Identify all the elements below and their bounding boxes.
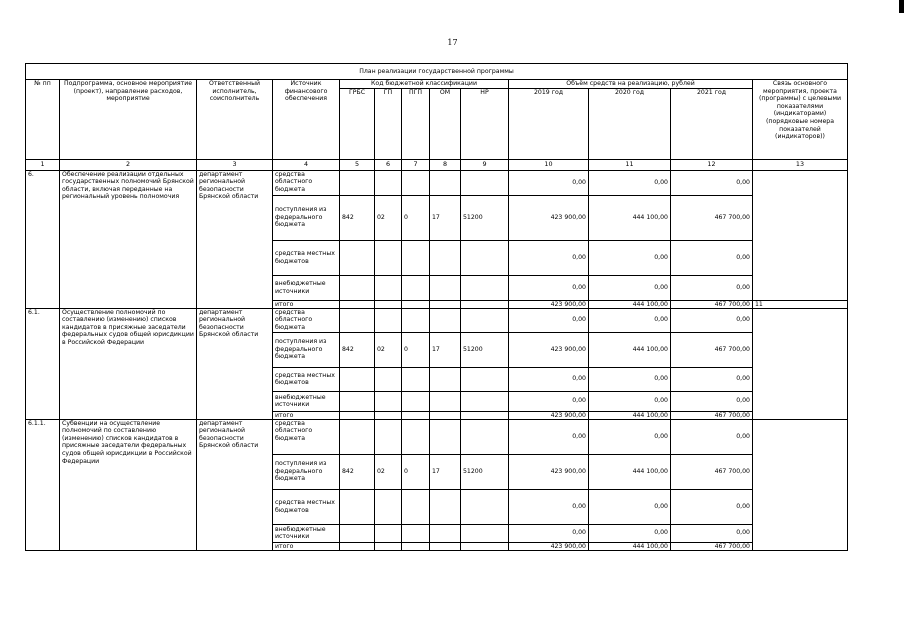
amount-2020: 444 100,00 <box>589 332 671 367</box>
amount-2019: 423 900,00 <box>509 195 589 240</box>
header-2019: 2019 год <box>509 88 589 159</box>
code-nr: 51200 <box>461 332 509 367</box>
row-indicator <box>753 308 848 419</box>
program-plan-table <box>25 63 848 551</box>
code-pgp: 0 <box>402 195 430 240</box>
amount-2021: 0,00 <box>671 489 753 524</box>
amount-2019: 0,00 <box>509 170 589 195</box>
code-om: 17 <box>430 332 461 367</box>
column-number: 6 <box>375 159 402 170</box>
code-nr: 51200 <box>461 195 509 240</box>
row-name: Осуществление полномочий по составлению (изменению) списков кандидатов в присяжные заседатели федеральных судов общей юрисдикции в Российской Федерации <box>60 308 197 419</box>
code-grbs: 842 <box>340 332 375 367</box>
header-pgp: ПГП <box>402 88 430 159</box>
amount-2019: 0,00 <box>509 419 589 454</box>
amount-2019: 0,00 <box>509 308 589 332</box>
header-budget-codes: Код бюджетной классификации <box>340 80 509 89</box>
header-row <box>26 80 848 89</box>
amount-2020: 444 100,00 <box>589 454 671 489</box>
header-source: Источник финансового обеспечения <box>273 80 340 160</box>
total-2020: 444 100,00 <box>589 300 671 308</box>
row-executor: департамент региональной безопасности Брянской области <box>197 170 273 308</box>
total-2021: 467 700,00 <box>671 411 753 419</box>
code-gp: 02 <box>375 332 402 367</box>
header-volume: Объём средств на реализацию, рублей <box>509 80 753 89</box>
amount-2020: 0,00 <box>589 367 671 391</box>
source-offbudget: внебюджетные источники <box>273 391 340 411</box>
header-gp: ГП <box>375 88 402 159</box>
header-2020: 2020 год <box>589 88 671 159</box>
amount-2020: 0,00 <box>589 489 671 524</box>
amount-2021: 0,00 <box>671 419 753 454</box>
amount-2021: 467 700,00 <box>671 454 753 489</box>
header-2021: 2021 год <box>671 88 753 159</box>
total-2021: 467 700,00 <box>671 542 753 550</box>
column-number: 4 <box>273 159 340 170</box>
amount-2020: 0,00 <box>589 391 671 411</box>
source-local: средства местных бюджетов <box>273 240 340 275</box>
header-executor: Ответственный исполнитель, соисполнитель <box>197 80 273 160</box>
amount-2021: 0,00 <box>671 170 753 195</box>
code-grbs: 842 <box>340 195 375 240</box>
source-offbudget: внебюджетные источники <box>273 275 340 300</box>
column-number: 11 <box>589 159 671 170</box>
source-total: итого <box>273 411 340 419</box>
code-grbs: 842 <box>340 454 375 489</box>
amount-2020: 0,00 <box>589 524 671 542</box>
row-number: 6.1. <box>26 308 60 419</box>
code-pgp: 0 <box>402 454 430 489</box>
total-2019: 423 900,00 <box>509 542 589 550</box>
row-indicator-empty <box>753 170 848 300</box>
code-pgp: 0 <box>402 332 430 367</box>
amount-2020: 0,00 <box>589 240 671 275</box>
amount-2021: 467 700,00 <box>671 332 753 367</box>
column-numbers-row <box>26 159 848 170</box>
code-om: 17 <box>430 195 461 240</box>
page-number: 17 <box>447 38 458 47</box>
row-name: Обеспечение реализации отдельных государственных полномочий Брянской области, включая переданные на региональный уровень полномочия <box>60 170 197 308</box>
total-2019: 423 900,00 <box>509 300 589 308</box>
code-gp: 02 <box>375 195 402 240</box>
column-number: 7 <box>402 159 430 170</box>
amount-2020: 0,00 <box>589 170 671 195</box>
amount-2019: 0,00 <box>509 489 589 524</box>
scan-edge-mark <box>899 0 904 13</box>
amount-2019: 0,00 <box>509 240 589 275</box>
amount-2021: 0,00 <box>671 391 753 411</box>
column-number: 1 <box>26 159 60 170</box>
source-regional: средства областного бюджета <box>273 308 340 332</box>
amount-2021: 0,00 <box>671 308 753 332</box>
source-regional: средства областного бюджета <box>273 170 340 195</box>
header-grbs: ГРБС <box>340 88 375 159</box>
row-number: 6. <box>26 170 60 308</box>
header-indicator-link: Связь основного мероприятия, проекта (программы) с целевыми показателями (индикаторами) (порядковые номера показателей (индикаторов)) <box>753 80 848 160</box>
amount-2020: 0,00 <box>589 419 671 454</box>
header-num: № пп <box>26 80 60 160</box>
source-local: средства местных бюджетов <box>273 489 340 524</box>
source-total: итого <box>273 542 340 550</box>
source-federal: поступления из федерального бюджета <box>273 332 340 367</box>
code-nr: 51200 <box>461 454 509 489</box>
column-number: 3 <box>197 159 273 170</box>
column-number: 10 <box>509 159 589 170</box>
header-nr: НР <box>461 88 509 159</box>
source-federal: поступления из федерального бюджета <box>273 454 340 489</box>
amount-2021: 0,00 <box>671 367 753 391</box>
code-om: 17 <box>430 454 461 489</box>
row-executor: департамент региональной безопасности Брянской области <box>197 419 273 550</box>
column-number: 9 <box>461 159 509 170</box>
header-om: ОМ <box>430 88 461 159</box>
row-indicator <box>753 419 848 550</box>
total-2020: 444 100,00 <box>589 411 671 419</box>
column-number: 2 <box>60 159 197 170</box>
table-row <box>26 308 848 332</box>
amount-2021: 0,00 <box>671 275 753 300</box>
amount-2019: 0,00 <box>509 275 589 300</box>
amount-2020: 0,00 <box>589 308 671 332</box>
row-indicator: 11 <box>753 300 848 308</box>
amount-2019: 0,00 <box>509 367 589 391</box>
amount-2019: 0,00 <box>509 524 589 542</box>
amount-2021: 0,00 <box>671 524 753 542</box>
source-total: итого <box>273 300 340 308</box>
total-2021: 467 700,00 <box>671 300 753 308</box>
amount-2019: 423 900,00 <box>509 454 589 489</box>
total-2020: 444 100,00 <box>589 542 671 550</box>
column-number: 12 <box>671 159 753 170</box>
source-federal: поступления из федерального бюджета <box>273 195 340 240</box>
caption-row <box>26 64 848 80</box>
column-number: 5 <box>340 159 375 170</box>
source-local: средства местных бюджетов <box>273 367 340 391</box>
amount-2020: 0,00 <box>589 275 671 300</box>
total-2019: 423 900,00 <box>509 411 589 419</box>
source-regional: средства областного бюджета <box>273 419 340 454</box>
table-caption: План реализации государственной программы <box>26 64 848 80</box>
code-gp: 02 <box>375 454 402 489</box>
table-row <box>26 419 848 454</box>
amount-2021: 0,00 <box>671 240 753 275</box>
amount-2019: 423 900,00 <box>509 332 589 367</box>
column-number: 8 <box>430 159 461 170</box>
header-name: Подпрограмма, основное мероприятие (проект), направление расходов, мероприятие <box>60 80 197 160</box>
table-row <box>26 170 848 195</box>
row-executor: департамент региональной безопасности Брянской области <box>197 308 273 419</box>
row-number: 6.1.1. <box>26 419 60 550</box>
amount-2020: 444 100,00 <box>589 195 671 240</box>
source-offbudget: внебюджетные источники <box>273 524 340 542</box>
row-name: Субвенции на осуществление полномочий по составлению (изменению) списков кандидатов в присяжные заседатели федеральных судов общей юрисдикции в Российской Федерации <box>60 419 197 550</box>
amount-2021: 467 700,00 <box>671 195 753 240</box>
amount-2019: 0,00 <box>509 391 589 411</box>
column-number: 13 <box>753 159 848 170</box>
